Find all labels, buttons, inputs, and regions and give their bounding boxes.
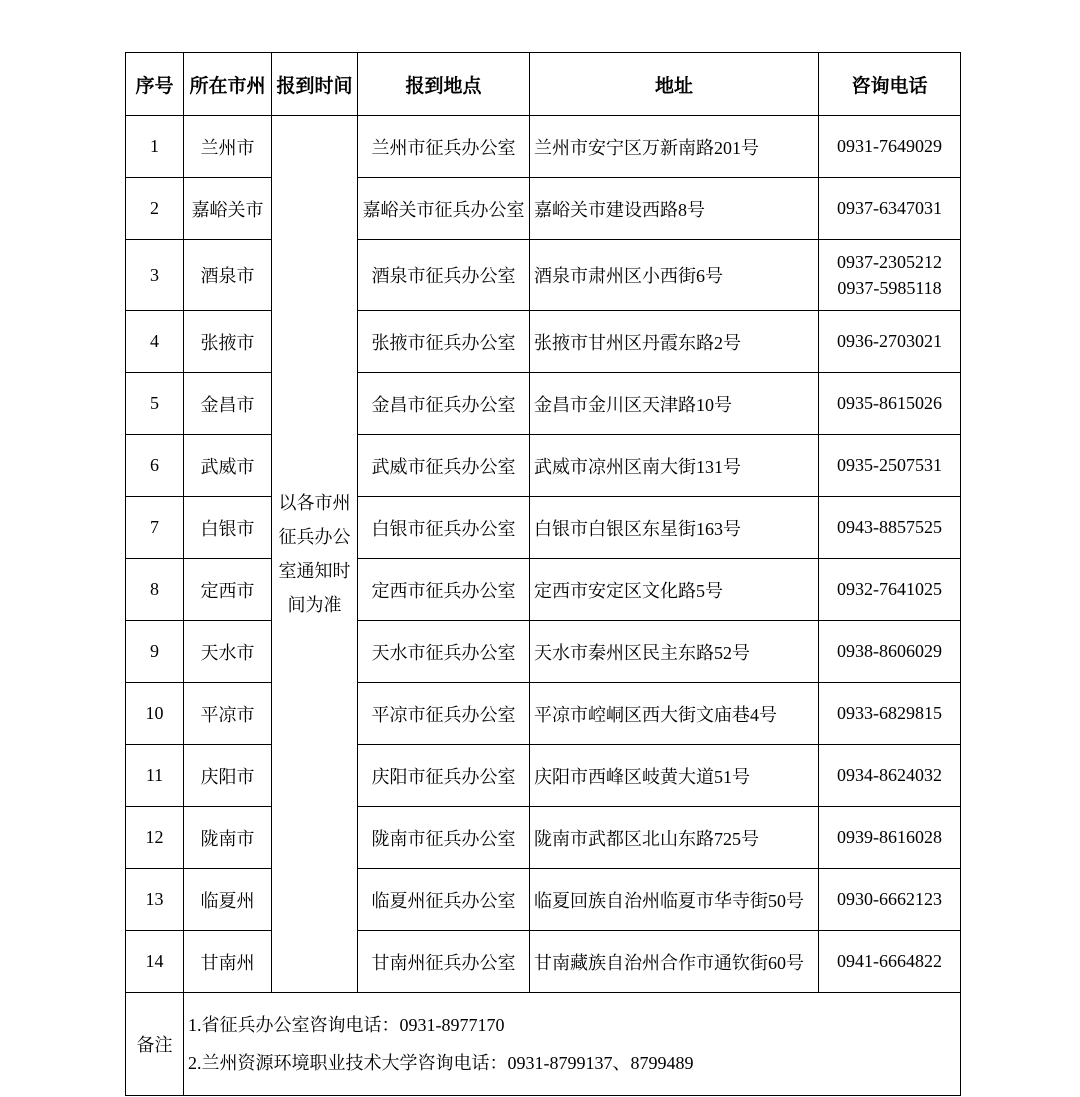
cell-serial: 14 xyxy=(126,931,184,993)
table-row xyxy=(126,240,961,311)
cell-serial: 2 xyxy=(126,178,184,240)
table-row xyxy=(126,683,961,745)
phone-line-2: 0937-5985118 xyxy=(837,278,942,298)
cell-phone: 0935-2507531 xyxy=(819,435,961,497)
cell-city: 甘南州 xyxy=(184,931,272,993)
cell-address: 庆阳市西峰区岐黄大道51号 xyxy=(530,745,819,807)
cell-phone: 0938-8606029 xyxy=(819,621,961,683)
table-row xyxy=(126,931,961,993)
table-row xyxy=(126,559,961,621)
cell-report-place: 天水市征兵办公室 xyxy=(358,621,530,683)
cell-phone: 0931-7649029 xyxy=(819,116,961,178)
table-row xyxy=(126,311,961,373)
cell-serial: 4 xyxy=(126,311,184,373)
cell-address: 白银市白银区东星街163号 xyxy=(530,497,819,559)
header-city: 所在市州 xyxy=(184,53,272,116)
cell-serial: 12 xyxy=(126,807,184,869)
cell-report-place: 庆阳市征兵办公室 xyxy=(358,745,530,807)
cell-report-place: 定西市征兵办公室 xyxy=(358,559,530,621)
cell-city: 嘉峪关市 xyxy=(184,178,272,240)
phone-line-1: 0937-2305212 xyxy=(837,252,942,272)
cell-serial: 9 xyxy=(126,621,184,683)
cell-address: 酒泉市肃州区小西街6号 xyxy=(530,240,819,311)
cell-phone: 0939-8616028 xyxy=(819,807,961,869)
cell-serial: 5 xyxy=(126,373,184,435)
cell-phone: 0936-2703021 xyxy=(819,311,961,373)
cell-address: 兰州市安宁区万新南路201号 xyxy=(530,116,819,178)
cell-serial: 11 xyxy=(126,745,184,807)
table-body xyxy=(126,116,961,1096)
cell-phone: 0937-6347031 xyxy=(819,178,961,240)
cell-serial: 13 xyxy=(126,869,184,931)
cell-city: 平凉市 xyxy=(184,683,272,745)
cell-phone: 0930-6662123 xyxy=(819,869,961,931)
cell-report-place: 金昌市征兵办公室 xyxy=(358,373,530,435)
header-phone: 咨询电话 xyxy=(819,53,961,116)
table-row xyxy=(126,807,961,869)
cell-city: 临夏州 xyxy=(184,869,272,931)
cell-address: 陇南市武都区北山东路725号 xyxy=(530,807,819,869)
table-row xyxy=(126,745,961,807)
cell-report-place: 甘南州征兵办公室 xyxy=(358,931,530,993)
cell-report-place: 平凉市征兵办公室 xyxy=(358,683,530,745)
conscription-office-table xyxy=(125,52,961,1096)
cell-phone: 0932-7641025 xyxy=(819,559,961,621)
table-row xyxy=(126,621,961,683)
remark-line-2: 2.兰州资源环境职业技术大学咨询电话：0931-8799137、8799489 xyxy=(188,1053,694,1073)
cell-address: 嘉峪关市建设西路8号 xyxy=(530,178,819,240)
cell-report-place: 临夏州征兵办公室 xyxy=(358,869,530,931)
remark-body xyxy=(184,993,961,1096)
cell-phone: 0943-8857525 xyxy=(819,497,961,559)
remark-row xyxy=(126,993,961,1096)
cell-city: 酒泉市 xyxy=(184,240,272,311)
cell-serial: 8 xyxy=(126,559,184,621)
cell-report-place: 张掖市征兵办公室 xyxy=(358,311,530,373)
header-serial: 序号 xyxy=(126,53,184,116)
cell-phone: 0941-6664822 xyxy=(819,931,961,993)
cell-city: 武威市 xyxy=(184,435,272,497)
cell-report-place: 武威市征兵办公室 xyxy=(358,435,530,497)
cell-serial: 1 xyxy=(126,116,184,178)
cell-report-place: 兰州市征兵办公室 xyxy=(358,116,530,178)
cell-report-place: 酒泉市征兵办公室 xyxy=(358,240,530,311)
cell-address: 天水市秦州区民主东路52号 xyxy=(530,621,819,683)
cell-serial: 6 xyxy=(126,435,184,497)
cell-report-time-note: 以各市州征兵办公室通知时间为准 xyxy=(272,116,358,993)
cell-serial: 10 xyxy=(126,683,184,745)
cell-address: 甘南藏族自治州合作市通钦街60号 xyxy=(530,931,819,993)
cell-phone: 0933-6829815 xyxy=(819,683,961,745)
header-report-time: 报到时间 xyxy=(272,53,358,116)
cell-city: 陇南市 xyxy=(184,807,272,869)
cell-city: 兰州市 xyxy=(184,116,272,178)
cell-report-place: 嘉峪关市征兵办公室 xyxy=(358,178,530,240)
cell-city: 庆阳市 xyxy=(184,745,272,807)
cell-phone xyxy=(819,240,961,311)
table-row xyxy=(126,373,961,435)
remark-line-1: 1.省征兵办公室咨询电话：0931-8977170 xyxy=(188,1015,505,1035)
table-row xyxy=(126,869,961,931)
cell-city: 白银市 xyxy=(184,497,272,559)
cell-phone: 0934-8624032 xyxy=(819,745,961,807)
table-row xyxy=(126,497,961,559)
cell-report-place: 陇南市征兵办公室 xyxy=(358,807,530,869)
cell-city: 张掖市 xyxy=(184,311,272,373)
table-header xyxy=(126,53,961,116)
header-report-place: 报到地点 xyxy=(358,53,530,116)
remark-label: 备注 xyxy=(126,993,184,1096)
table-row xyxy=(126,116,961,178)
cell-address: 金昌市金川区天津路10号 xyxy=(530,373,819,435)
header-address: 地址 xyxy=(530,53,819,116)
cell-address: 张掖市甘州区丹霞东路2号 xyxy=(530,311,819,373)
cell-city: 金昌市 xyxy=(184,373,272,435)
cell-address: 平凉市崆峒区西大街文庙巷4号 xyxy=(530,683,819,745)
cell-address: 临夏回族自治州临夏市华寺街50号 xyxy=(530,869,819,931)
cell-serial: 3 xyxy=(126,240,184,311)
table-row xyxy=(126,178,961,240)
cell-city: 天水市 xyxy=(184,621,272,683)
cell-report-place: 白银市征兵办公室 xyxy=(358,497,530,559)
header-row xyxy=(126,53,961,116)
cell-address: 武威市凉州区南大街131号 xyxy=(530,435,819,497)
cell-phone: 0935-8615026 xyxy=(819,373,961,435)
cell-city: 定西市 xyxy=(184,559,272,621)
table-row xyxy=(126,435,961,497)
cell-serial: 7 xyxy=(126,497,184,559)
cell-address: 定西市安定区文化路5号 xyxy=(530,559,819,621)
